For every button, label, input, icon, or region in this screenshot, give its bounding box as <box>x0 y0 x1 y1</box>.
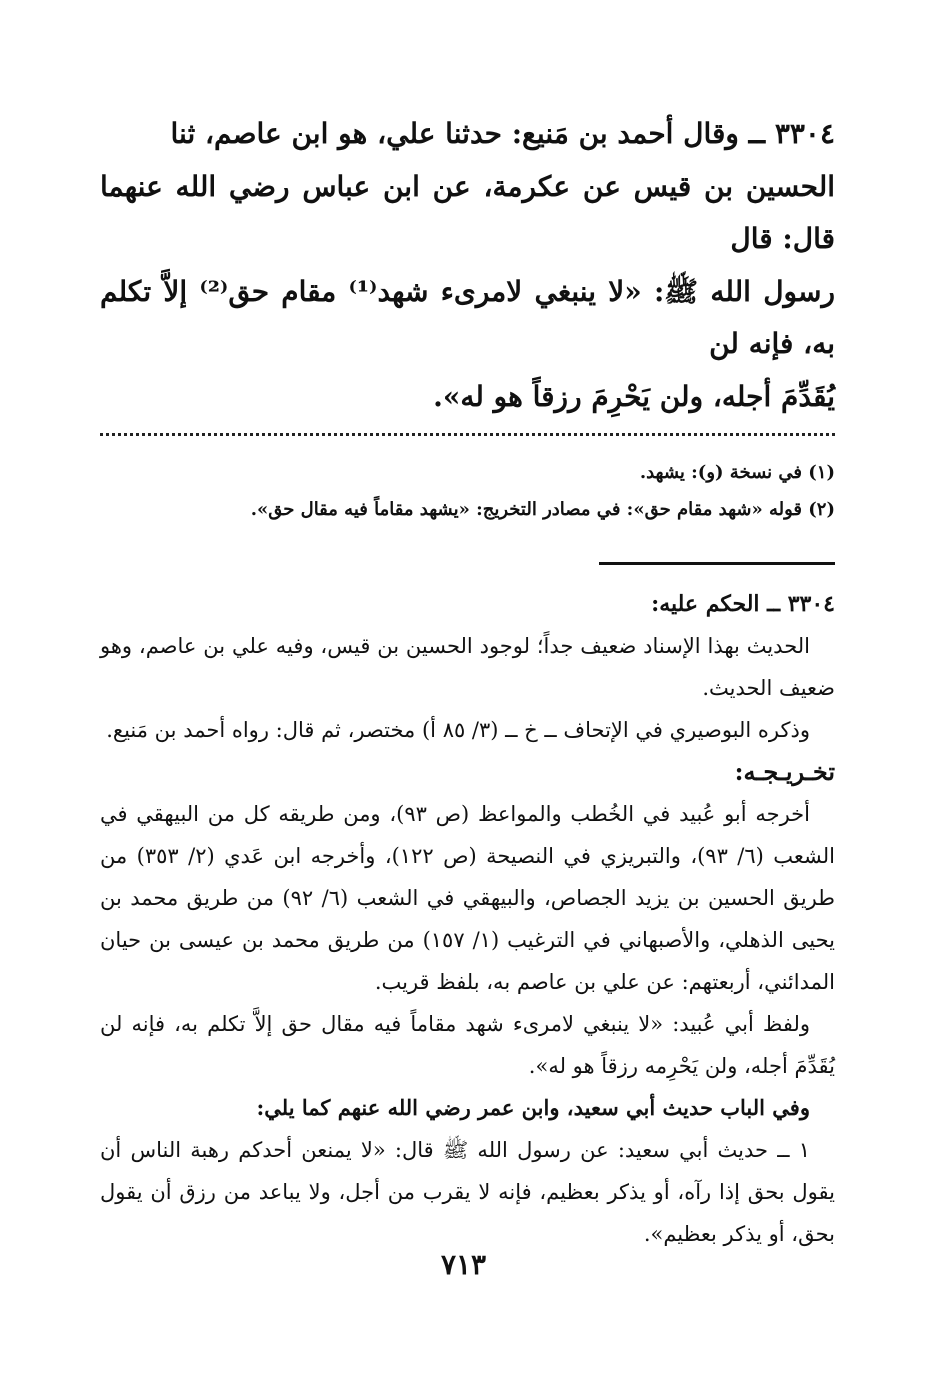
hadith-line: الحسين بن قيس عن عكرمة، عن ابن عباس رضي الله عنهما قال: قال <box>100 169 835 255</box>
takhrij-paragraph: أخرجه أبو عُبيد في الخُطب والمواعظ (ص ٩٣)، ومن طريقه كل من البيهقي في الشعب (٦/ ٩٣)، والتبريزي في النصيحة (ص ١٢٢)، وأخرجه ابن عَدي (٢/ ٣٥٣) من طريق الحسين بن يزيد الجصاص، والبيهقي في الشعب (٦/ ٩٢) من طريق محمد بن يحيى الذهلي، والأصبهاني في الترغيب (١/ ١٥٧) من طريق محمد بن عيسى بن حيان المدائني، أربعتهم: عن علي بن عاصم به، بلفظ قريب. <box>100 802 835 994</box>
takhrij-section <box>100 751 835 1255</box>
hadith-line: رسول الله ﷺ: «لا ينبغي لامرىء شهد⁽¹⁾ مقام حق⁽²⁾ إلاَّ تكلم به، فإنه لن <box>100 274 835 360</box>
footnote: (٢) قوله «شهد مقام حق»: في مصادر التخريج: «يشهد مقاماً فيه مقال حق». <box>250 499 835 520</box>
ruling-heading: ٣٣٠٤ ــ الحكم عليه: <box>651 591 835 617</box>
takhrij-paragraph: وفي الباب حديث أبي سعيد، وابن عمر رضي الله عنهم كما يلي: <box>256 1095 810 1120</box>
section-divider <box>599 562 835 565</box>
hadith-line: يُقَدِّمَ أجله، ولن يَحْرِمَ رزقاً هو له». <box>433 379 835 413</box>
ruling-paragraph: الحديث بهذا الإسناد ضعيف جداً؛ لوجود الحسين بن قيس، وفيه علي بن عاصم، وهو ضعيف الحديث. <box>100 634 835 700</box>
footnote-separator <box>100 433 835 446</box>
takhrij-heading: تخـريـجـه: <box>734 757 835 786</box>
takhrij-paragraph: ١ ــ حديث أبي سعيد: عن رسول الله ﷺ قال: «لا يمنعن أحدكم رهبة الناس أن يقول بحق إذا رآه، أو يذكر بعظيم، فإنه لا يقرب من أجل، ولا يباعد من رزق أن يقول بحق، أو يذكر بعظيم». <box>100 1138 835 1246</box>
footnotes <box>100 454 835 528</box>
footnote: (١) في نسخة (و): يشهد. <box>639 462 835 483</box>
page-body <box>100 108 835 1255</box>
ruling-paragraph: وذكره البوصيري في الإتحاف ــ خ ــ (٣/ ٨٥ أ) مختصر، ثم قال: رواه أحمد بن مَنيع. <box>106 718 810 742</box>
page-number: ٧١٣ <box>440 1248 487 1281</box>
hadith-text <box>100 108 835 423</box>
hadith-line: ٣٣٠٤ ــ وقال أحمد بن مَنيع: حدثنا علي، هو ابن عاصم، ثنا <box>170 117 835 150</box>
ruling-section <box>100 583 835 751</box>
takhrij-paragraph: ولفظ أبي عُبيد: «لا ينبغي لامرىء شهد مقاماً فيه مقال حق إلاَّ تكلم به، فإنه لن يُقَدِّمَ أجله، ولن يَحْرِمه رزقاً هو له». <box>100 1012 835 1078</box>
